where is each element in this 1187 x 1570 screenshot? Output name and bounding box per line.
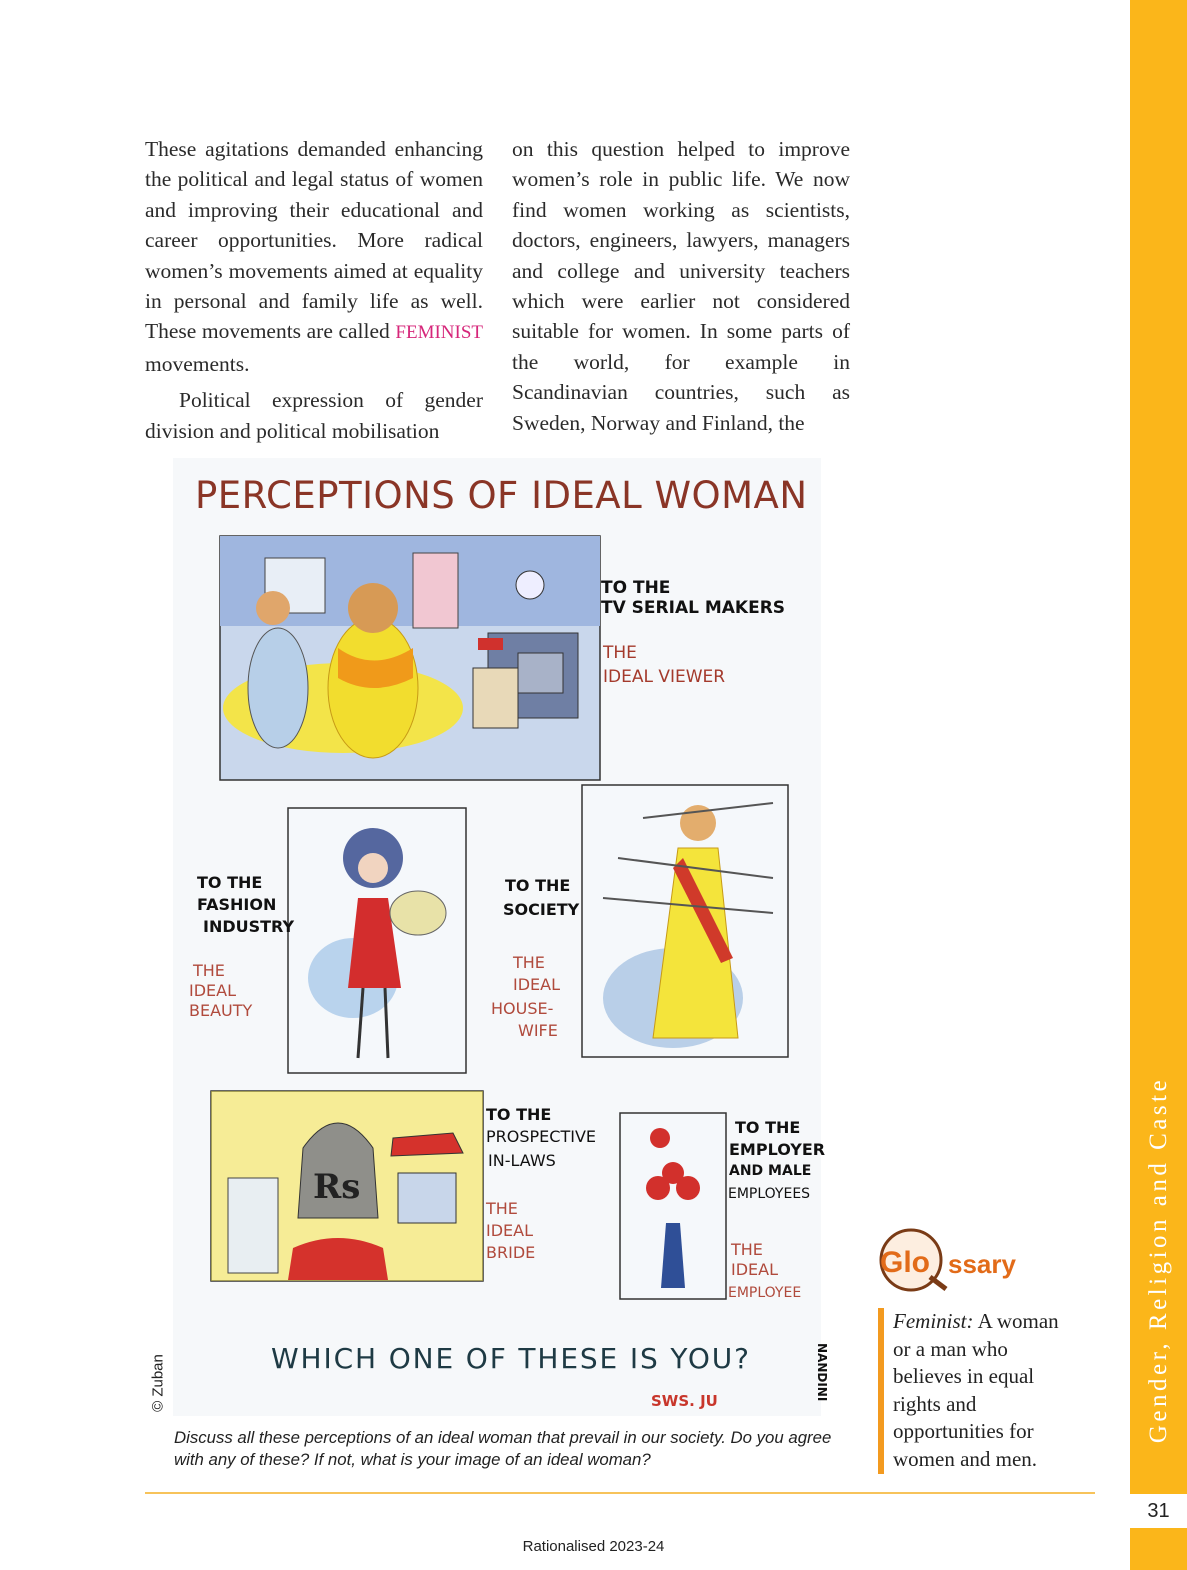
ideal-bride-line3: BRIDE bbox=[486, 1243, 536, 1262]
to-tv-serial-makers-line2: TV SERIAL MAKERS bbox=[601, 598, 786, 618]
to-prospective-in-laws-line3: IN-LAWS bbox=[488, 1151, 556, 1170]
ideal-housewife-line1: THE bbox=[513, 953, 545, 972]
glossary-logo-glo: Glo bbox=[880, 1246, 930, 1279]
ideal-beauty-line2: IDEAL bbox=[189, 981, 237, 1000]
to-tv-serial-makers-line1: TO THE bbox=[601, 578, 671, 598]
cartoon-title: PERCEPTIONS OF IDEAL WOMAN bbox=[195, 474, 807, 517]
to-fashion-industry-line3: INDUSTRY bbox=[203, 917, 295, 936]
artist-name: NANDINI bbox=[815, 1343, 829, 1402]
footer-divider bbox=[145, 1492, 1095, 1494]
panel-ideal-bride bbox=[211, 1091, 483, 1281]
ideal-viewer-line1: THE bbox=[603, 643, 637, 663]
panel-ideal-housewife bbox=[582, 785, 788, 1057]
text-column-right bbox=[512, 134, 850, 438]
ideal-viewer-line2: IDEAL VIEWER bbox=[603, 667, 726, 687]
glossary-definition: A woman or a man who believes in equal rights and opportunities for women and men. bbox=[893, 1309, 1059, 1471]
ideal-bride-line1: THE bbox=[486, 1199, 518, 1218]
ideal-bride-line2: IDEAL bbox=[486, 1221, 534, 1240]
chapter-title-vertical bbox=[1130, 1050, 1187, 1470]
footer-text: Rationalised 2023-24 bbox=[522, 1538, 665, 1555]
cartoon-question: WHICH ONE OF THESE IS YOU? bbox=[271, 1342, 749, 1375]
paragraph: Political expression of gender division and political mobilisation bbox=[145, 388, 483, 443]
to-fashion-industry-line2: FASHION bbox=[197, 895, 277, 914]
to-employer-line3: AND MALE bbox=[729, 1163, 812, 1179]
ideal-housewife-line4: WIFE bbox=[518, 1021, 558, 1040]
cartoon-signature: SWS. JU bbox=[651, 1392, 718, 1410]
ideal-housewife-line2: IDEAL bbox=[513, 975, 561, 994]
to-prospective-in-laws-line2: PROSPECTIVE bbox=[486, 1127, 596, 1146]
ideal-employee-line2: IDEAL bbox=[731, 1260, 779, 1279]
ideal-employee-line1: THE bbox=[731, 1240, 763, 1259]
glossary-term: Feminist: bbox=[893, 1309, 974, 1333]
ideal-beauty-line1: THE bbox=[193, 961, 225, 980]
page-number: 31 bbox=[1130, 1494, 1187, 1528]
text-column-left bbox=[145, 134, 483, 446]
panel-ideal-viewer bbox=[220, 536, 600, 780]
chapter-title-text: Gender, Religion and Caste bbox=[1144, 1076, 1172, 1444]
cartoon-image bbox=[173, 458, 829, 1416]
panel-ideal-employee bbox=[620, 1113, 726, 1299]
paragraph: These agitations demanded enhancing the political and legal status of women and improving their educational and career opportunities. More radical women’s movements aimed at equality in personal and family life as well. These movements are called FEMINIST movements. bbox=[145, 137, 484, 376]
money-bag-rs: Rs bbox=[313, 1167, 361, 1207]
glossary-entry bbox=[878, 1308, 1078, 1474]
ideal-housewife-line3: HOUSE- bbox=[491, 999, 554, 1018]
feminist-term: FEMINIST bbox=[395, 322, 484, 344]
panel-ideal-beauty bbox=[288, 808, 466, 1073]
to-prospective-in-laws-line1: TO THE bbox=[486, 1105, 552, 1124]
paragraph: on this question helped to improve women’s role in public life. We now find women working as scientists, doctors, engineers, lawyers, managers and college and university teachers which were earlier not considered suitable for women. In some parts of the world, for example in Scandinavian countries, such as Sweden, Norway and Finland, the bbox=[512, 137, 850, 435]
to-the-society-line1: TO THE bbox=[505, 876, 571, 895]
image-credit: © Zuban bbox=[149, 1354, 167, 1412]
ideal-beauty-line3: BEAUTY bbox=[189, 1001, 253, 1020]
to-fashion-industry-line1: TO THE bbox=[197, 873, 263, 892]
to-the-society-line2: SOCIETY bbox=[503, 900, 580, 919]
glossary-logo bbox=[878, 1225, 1028, 1295]
to-employer-line2: EMPLOYER bbox=[729, 1140, 826, 1159]
glossary-logo-ssary: ssary bbox=[948, 1249, 1016, 1279]
figure-caption: Discuss all these perceptions of an ideal woman that prevail in our society. Do you agree with any of these? If not, what is your image of an ideal woman? bbox=[174, 1428, 832, 1469]
ideal-employee-line3: EMPLOYEE bbox=[728, 1285, 802, 1301]
to-employer-line4: EMPLOYEES bbox=[728, 1186, 811, 1202]
to-employer-line1: TO THE bbox=[735, 1118, 801, 1137]
